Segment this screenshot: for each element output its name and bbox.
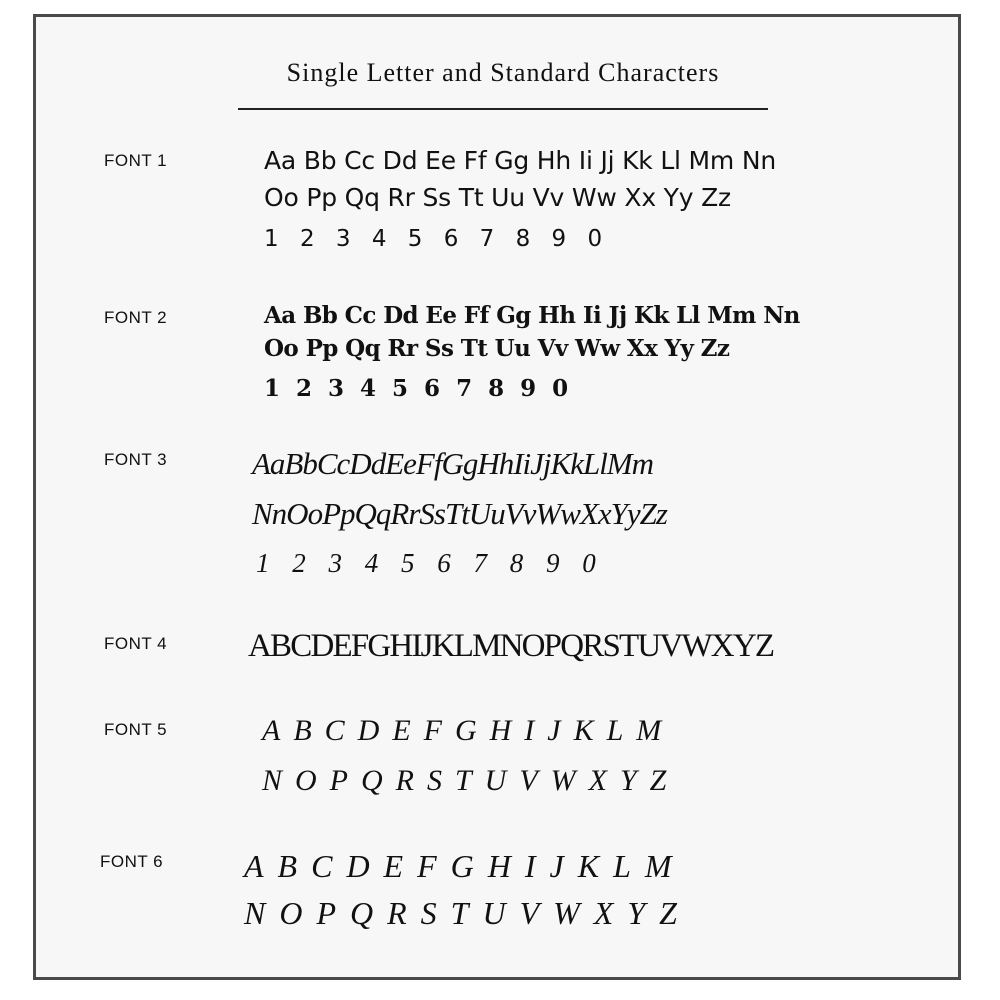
font-6-label: FONT 6 bbox=[100, 852, 164, 871]
font-4-line-1: ABCDEFGHIJKLMNOPQRSTUVWXYZ bbox=[248, 628, 774, 664]
font-6-line-1: ABCDEFGHIJKLM bbox=[244, 848, 686, 884]
font-1-line-2: Oo Pp Qq Rr Ss Tt Uu Vv Ww Xx Yy Zz bbox=[264, 183, 731, 212]
font-5-line-1: ABCDEFGHIJKLM bbox=[262, 714, 675, 747]
font-5-label: FONT 5 bbox=[104, 720, 168, 739]
font-3-numbers: 1 2 3 4 5 6 7 8 9 0 bbox=[256, 548, 604, 578]
font-2-numbers: 1 2 3 4 5 6 7 8 9 0 bbox=[264, 375, 573, 402]
font-3-line-1: AaBbCcDdEeFfGgHhIiJjKkLlMm bbox=[252, 446, 654, 481]
page-title: Single Letter and Standard Characters bbox=[286, 58, 720, 87]
font-3-line-2: NnOoPpQqRrSsTtUuVvWwXxYyZz bbox=[252, 496, 667, 531]
font-2-label: FONT 2 bbox=[104, 308, 168, 327]
font-1-line-1: Aa Bb Cc Dd Ee Ff Gg Hh Ii Jj Kk Ll Mm Nn bbox=[264, 146, 776, 175]
font-5-line-2: NOPQRSTUVWXYZ bbox=[262, 764, 680, 797]
font-1-label: FONT 1 bbox=[104, 151, 168, 170]
title-underline bbox=[238, 108, 768, 110]
font-2-line-1: Aa Bb Cc Dd Ee Ff Gg Hh Ii Jj Kk Ll Mm Nn bbox=[264, 302, 800, 329]
font-6-line-2: NOPQRSTUVWXYZ bbox=[244, 895, 691, 931]
font-3-label: FONT 3 bbox=[104, 450, 168, 469]
font-4-label: FONT 4 bbox=[104, 634, 168, 653]
font-2-line-2: Oo Pp Qq Rr Ss Tt Uu Vv Ww Xx Yy Zz bbox=[264, 335, 730, 362]
font-1-numbers: 1 2 3 4 5 6 7 8 9 0 bbox=[264, 226, 610, 252]
